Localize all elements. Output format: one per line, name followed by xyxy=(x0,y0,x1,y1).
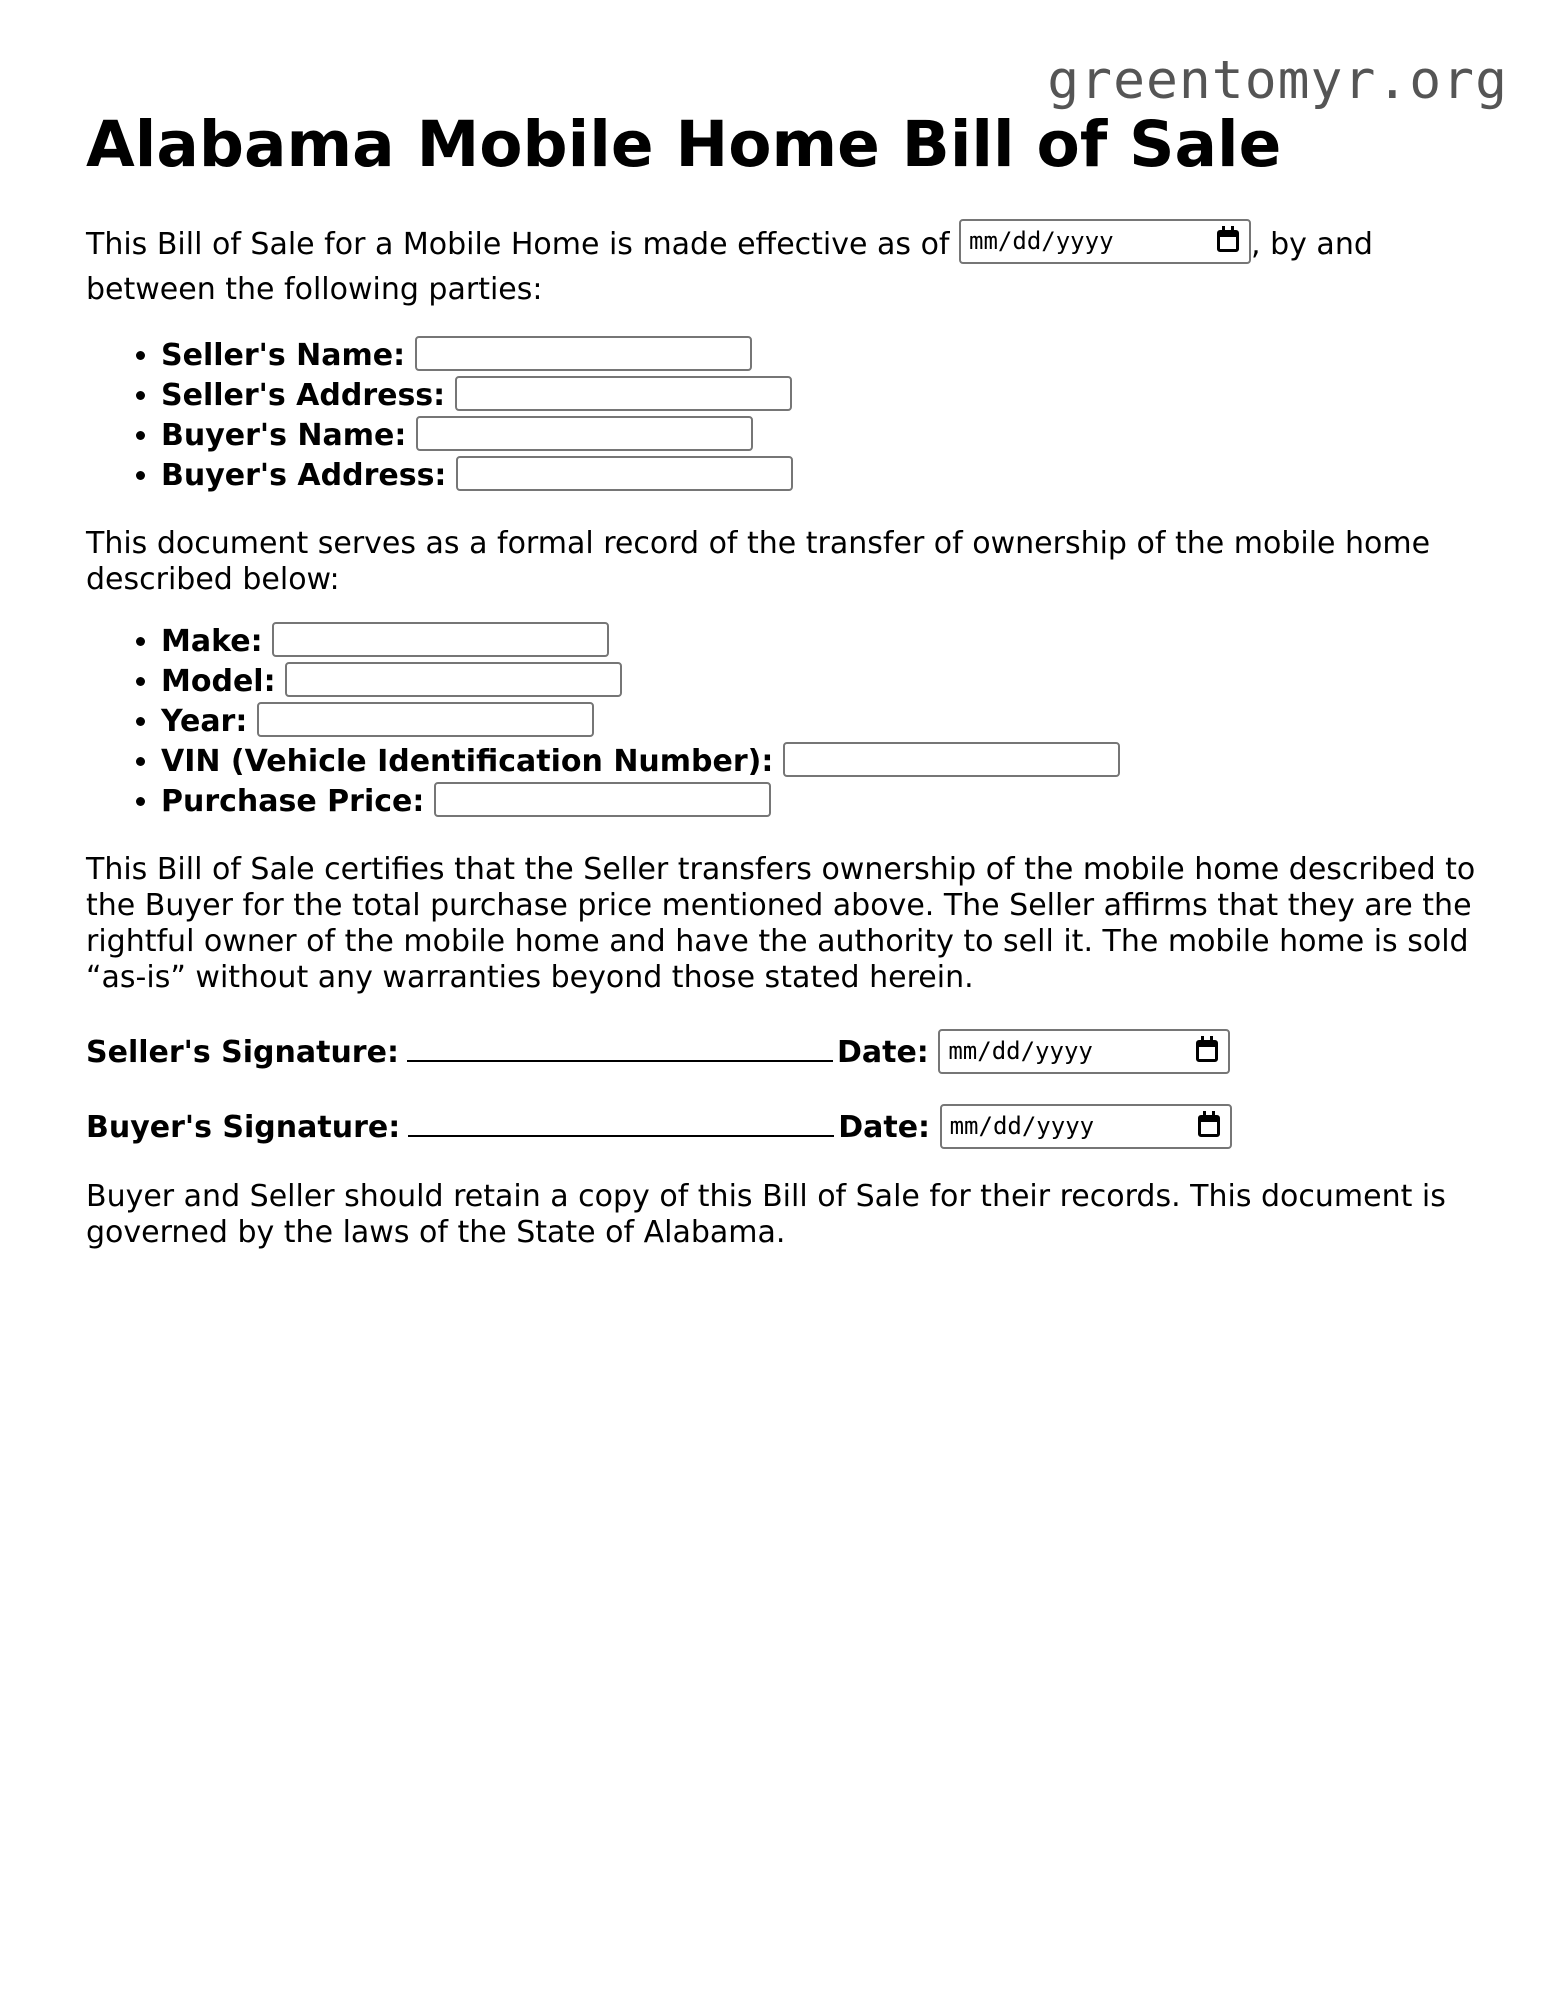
certify-paragraph: This Bill of Sale certifies that the Seller transfers ownership of the mobile home described to the Buyer for the total purchase price mentioned above. The Seller affirms that they are the rightful owner of the mobile home and have the authority to sell it. The mobile home is sold “as-is” without any warranties beyond those stated herein. xyxy=(86,852,1476,996)
effective-date-placeholder: mm/dd/yyyy xyxy=(969,227,1114,256)
buyer-signature-label: Buyer's Signature: xyxy=(86,1110,401,1146)
buyer-signature-row xyxy=(86,1105,1476,1149)
intro-text-before: This Bill of Sale for a Mobile Home is made effective as of xyxy=(86,227,960,263)
seller-address-label: Seller's Address: xyxy=(161,378,446,414)
buyer-address-input[interactable] xyxy=(456,456,793,491)
vin-input[interactable] xyxy=(783,742,1120,777)
buyer-address-label: Buyer's Address: xyxy=(161,458,447,494)
document-body xyxy=(86,110,1476,1251)
buyer-signature-line[interactable] xyxy=(408,1105,834,1137)
list-item xyxy=(161,702,1476,742)
seller-date-placeholder: mm/dd/yyyy xyxy=(948,1037,1093,1066)
list-item xyxy=(161,456,1476,496)
transfer-paragraph: This document serves as a formal record of the transfer of ownership of the mobile home described below: xyxy=(86,526,1431,598)
seller-signature-line[interactable] xyxy=(407,1030,833,1062)
buyer-date-input[interactable] xyxy=(940,1104,1232,1149)
seller-name-input[interactable] xyxy=(415,336,752,371)
make-input[interactable] xyxy=(272,622,609,657)
calendar-icon[interactable] xyxy=(1198,1115,1220,1137)
purchase-price-input[interactable] xyxy=(434,782,771,817)
seller-signature-row xyxy=(86,1030,1476,1074)
intro-text-after: , by and between the following parties: xyxy=(86,227,1373,308)
list-item xyxy=(161,336,1476,376)
purchase-price-label: Purchase Price: xyxy=(161,784,425,820)
model-input[interactable] xyxy=(285,662,622,697)
watermark: greentomyr.org xyxy=(1047,50,1508,111)
seller-signature-label: Seller's Signature: xyxy=(86,1035,399,1071)
list-item xyxy=(161,416,1476,456)
parties-list xyxy=(86,336,1476,496)
seller-name-label: Seller's Name: xyxy=(161,338,406,374)
year-label: Year: xyxy=(161,704,248,740)
page-title: Alabama Mobile Home Bill of Sale xyxy=(86,108,1282,181)
buyer-name-input[interactable] xyxy=(416,416,753,451)
list-item xyxy=(161,782,1476,822)
calendar-icon[interactable] xyxy=(1217,230,1239,252)
closing-paragraph: Buyer and Seller should retain a copy of this Bill of Sale for their records. This document is governed by the laws of the State of Alabama. xyxy=(86,1179,1446,1251)
buyer-date-label: Date: xyxy=(838,1110,931,1146)
buyer-date-placeholder: mm/dd/yyyy xyxy=(949,1112,1095,1141)
home-details-list xyxy=(86,622,1476,822)
make-label: Make: xyxy=(161,624,263,660)
list-item xyxy=(161,742,1476,782)
seller-address-input[interactable] xyxy=(455,376,792,411)
seller-date-input[interactable] xyxy=(938,1029,1230,1074)
calendar-icon[interactable] xyxy=(1196,1040,1218,1062)
intro-paragraph xyxy=(86,223,1476,312)
vin-label: VIN (Vehicle Identification Number): xyxy=(161,744,774,780)
list-item xyxy=(161,662,1476,702)
model-label: Model: xyxy=(161,664,276,700)
effective-date-input[interactable] xyxy=(959,219,1251,264)
list-item xyxy=(161,376,1476,416)
seller-date-label: Date: xyxy=(836,1035,929,1071)
list-item xyxy=(161,622,1476,662)
buyer-name-label: Buyer's Name: xyxy=(161,418,407,454)
year-input[interactable] xyxy=(257,702,594,737)
